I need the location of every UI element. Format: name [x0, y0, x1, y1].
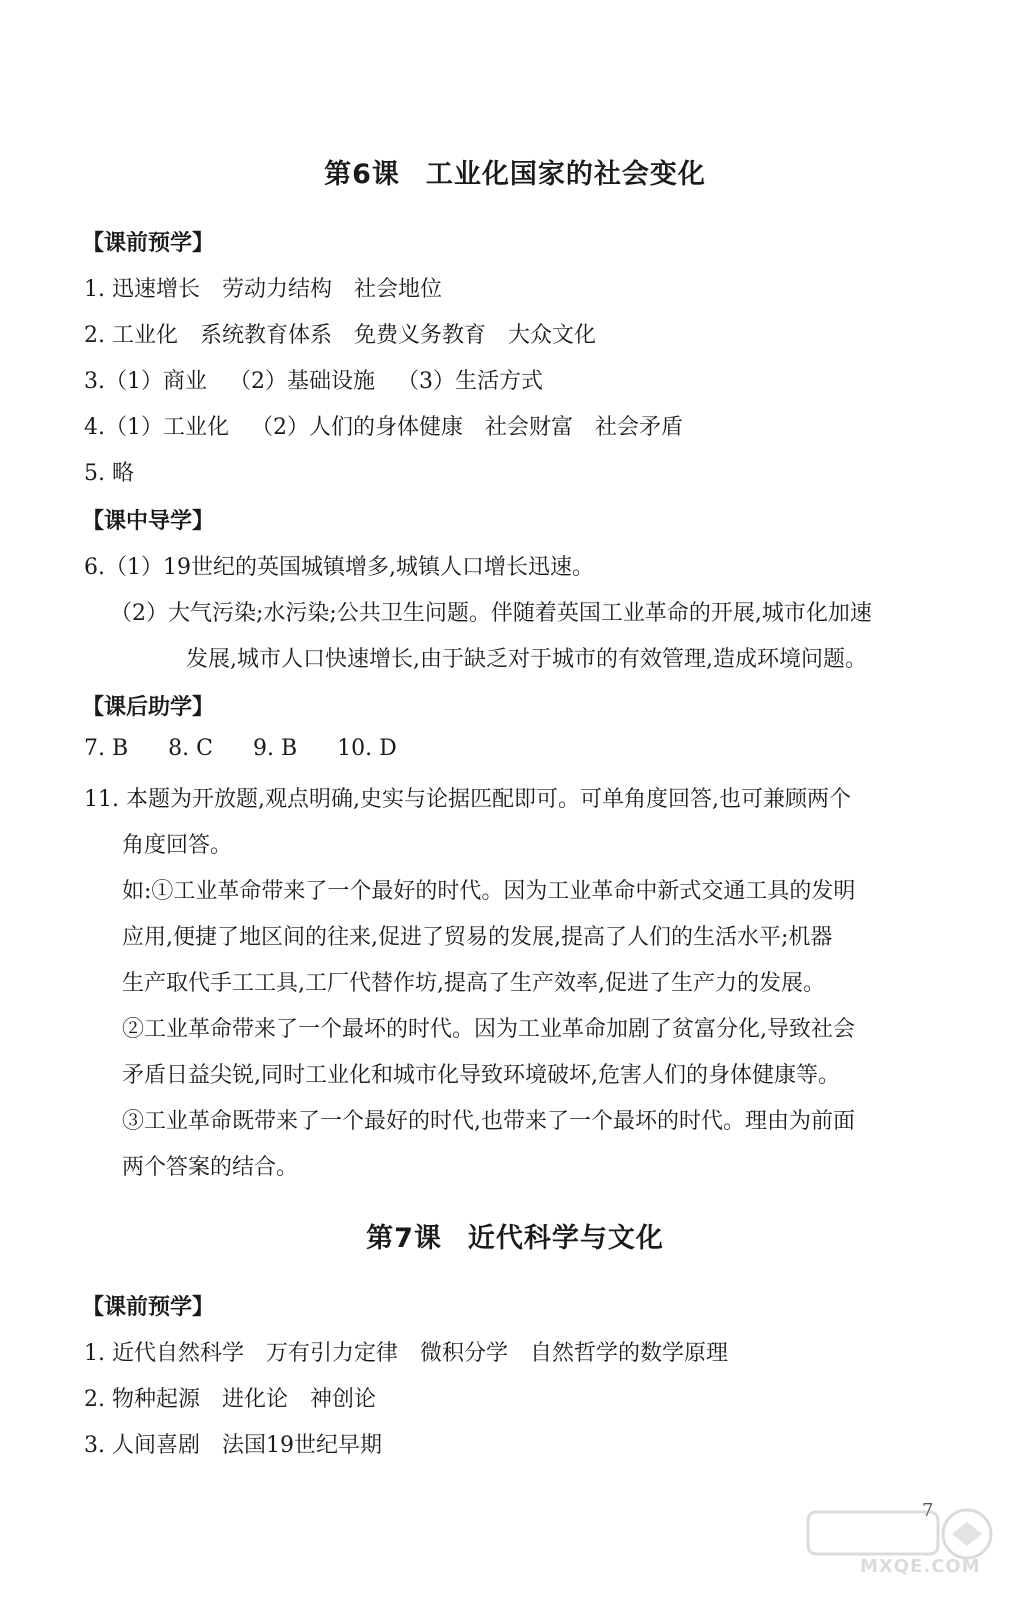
- answer-text: 社会地位: [354, 277, 443, 302]
- answer-line-6-2a: （2）大气污染;水污染;公共卫生问题。伴随着英国工业革命的开展,城市化加速: [110, 601, 872, 626]
- answer-text: （2）基础设施: [229, 369, 375, 394]
- lesson-7-name: 近代科学与文化: [467, 1223, 664, 1254]
- answer-text: 3.（1）商业: [84, 369, 207, 394]
- answer-line-11-1c: 生产取代手工工具,工厂代替作坊,提高了生产效率,促进了生产力的发展。: [122, 971, 825, 996]
- lesson-7-title: [0, 1216, 1030, 1255]
- lesson-6-name: 工业化国家的社会变化: [425, 159, 706, 190]
- answer-line-11-1b: 应用,便捷了地区间的往来,促进了贸易的发展,提高了人们的生活水平;机器: [122, 925, 833, 950]
- answer-line-11b: 角度回答。: [122, 833, 233, 858]
- answer-line-1: [84, 272, 442, 303]
- answer-text: 免费义务教育: [354, 323, 487, 348]
- answer-text: 社会矛盾: [595, 415, 684, 440]
- answer-line-7-3: [84, 1428, 382, 1459]
- answer-line-11-1a: 如:①工业革命带来了一个最好的时代。因为工业革命中新式交通工具的发明: [122, 879, 856, 904]
- answer-line-11-2b: 矛盾日益尖锐,同时工业化和城市化导致环境破坏,危害人们的身体健康等。: [122, 1063, 840, 1088]
- answer-text: 7. B: [84, 736, 129, 761]
- answer-text: 2. 物种起源: [84, 1387, 200, 1412]
- lesson-6-title: [0, 152, 1030, 191]
- answer-text: 8. C: [168, 736, 213, 761]
- section-heading-pre-7: 【课前预学】: [82, 1295, 215, 1320]
- answer-text: 微积分学: [420, 1341, 509, 1366]
- section-heading-post: 【课后助学】: [82, 695, 215, 720]
- answer-line-7-2: [84, 1382, 376, 1413]
- answer-line-6-1: 6.（1）19世纪的英国城镇增多,城镇人口增长迅速。: [84, 555, 594, 580]
- answer-text: 法国19世纪早期: [221, 1433, 382, 1458]
- answer-line-3: [84, 364, 543, 395]
- answer-text: 万有引力定律: [265, 1341, 398, 1366]
- answer-line-11a: 11. 本题为开放题,观点明确,史实与论据匹配即可。可单角度回答,也可兼顾两个: [84, 787, 851, 812]
- answer-line-5: 5. 略: [84, 461, 134, 486]
- watermark-text: MXQE.COM: [860, 1556, 981, 1577]
- lesson-6-number: 第6课: [324, 159, 400, 190]
- answer-line-mc: [84, 736, 397, 761]
- answer-text: （2）人们的身体健康: [251, 415, 463, 440]
- answer-text: 社会财富: [485, 415, 574, 440]
- answer-text: 3. 人间喜剧: [84, 1433, 200, 1458]
- answer-text: 1. 迅速增长: [84, 277, 200, 302]
- answer-text: 2. 工业化: [84, 323, 178, 348]
- answer-line-7-1: [84, 1336, 728, 1367]
- lesson-7-number: 第7课: [366, 1223, 442, 1254]
- answer-text: 自然哲学的数学原理: [530, 1341, 729, 1366]
- answer-text: （3）生活方式: [397, 369, 543, 394]
- answer-text: 4.（1）工业化: [84, 415, 229, 440]
- answer-line-11-3a: ③工业革命既带来了一个最好的时代,也带来了一个最坏的时代。理由为前面: [122, 1109, 855, 1134]
- answer-text: 1. 近代自然科学: [84, 1341, 244, 1366]
- answer-line-4: [84, 410, 683, 441]
- section-heading-mid: 【课中导学】: [82, 509, 215, 534]
- section-heading-pre: 【课前预学】: [82, 231, 215, 256]
- answer-text: 10. D: [337, 736, 397, 761]
- answer-line-6-2b: 发展,城市人口快速增长,由于缺乏对于城市的有效管理,造成环境问题。: [186, 647, 867, 672]
- answer-line-11-2a: ②工业革命带来了一个最坏的时代。因为工业革命加剧了贫富分化,导致社会: [122, 1017, 855, 1042]
- answer-text: 9. B: [252, 736, 298, 761]
- answer-text: 进化论: [221, 1387, 288, 1412]
- answer-text: 大众文化: [508, 323, 597, 348]
- answer-line-2: [84, 318, 596, 349]
- answer-text: 系统教育体系: [199, 323, 332, 348]
- page-number: 7: [922, 1500, 934, 1521]
- answer-line-11-3b: 两个答案的结合。: [122, 1155, 299, 1180]
- watermark-logo: [802, 1506, 1002, 1586]
- answer-text: 神创论: [310, 1387, 377, 1412]
- answer-text: 劳动力结构: [221, 277, 332, 302]
